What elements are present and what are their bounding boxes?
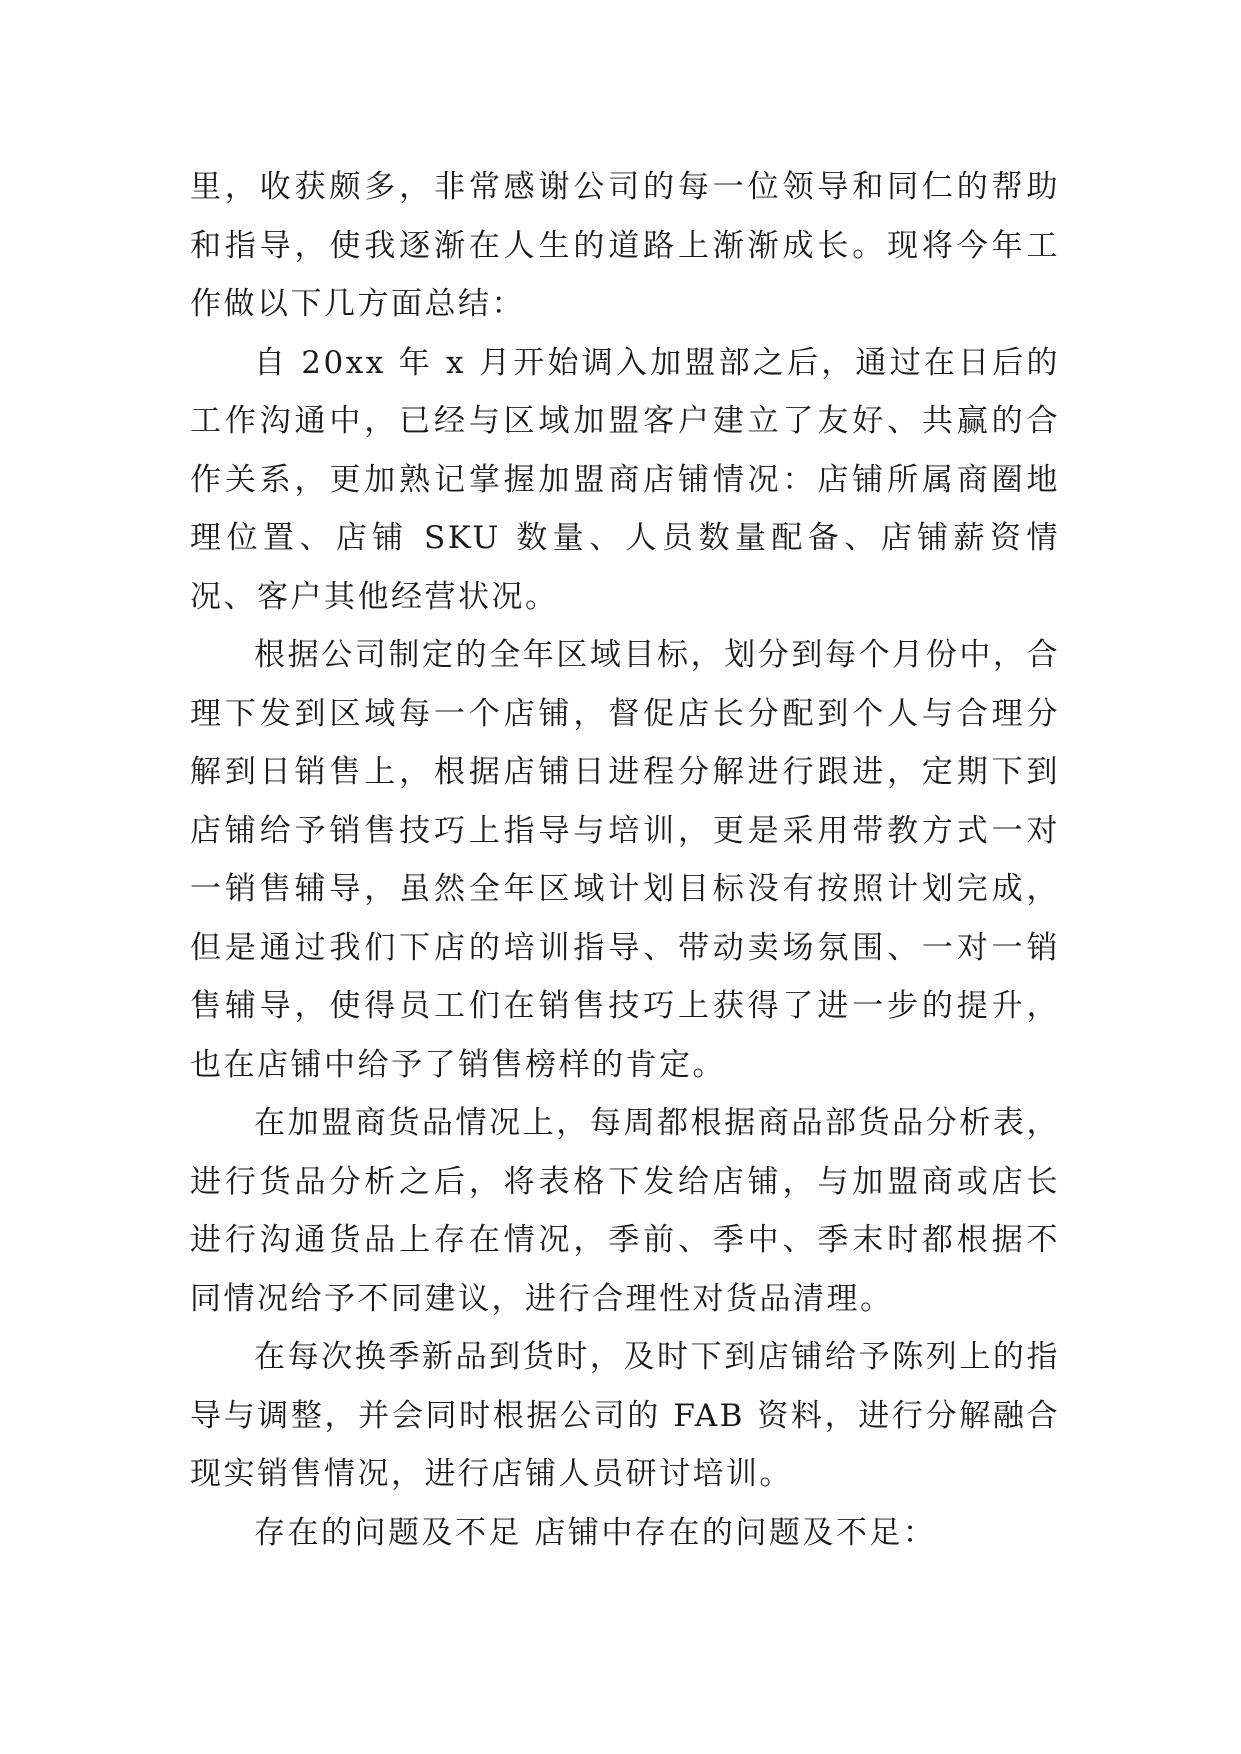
paragraph-4: 在加盟商货品情况上，每周都根据商品部货品分析表，进行货品分析之后，将表格下发给店铺，与加盟商或店长进行沟通货品上存在情况，季前、季中、季末时都根据不同情况给予不同建议，进行合理性对货品清理。 (190, 1105, 1060, 1317)
document-body (190, 158, 1060, 1562)
paragraph-1: 里，收获颇多，非常感谢公司的每一位领导和同仁的帮助和指导，使我逐渐在人生的道路上渐渐成长。现将今年工作做以下几方面总结： (190, 169, 1060, 322)
paragraph-3: 根据公司制定的全年区域目标，划分到每个月份中，合理下发到区域每一个店铺，督促店长分配到个人与合理分解到日销售上，根据店铺日进程分解进行跟进，定期下到店铺给予销售技巧上指导与培训，更是采用带教方式一对一销售辅导，虽然全年区域计划目标没有按照计划完成，但是通过我们下店的培训指导、带动卖场氛围、一对一销售辅导，使得员工们在销售技巧上获得了进一步的提升，也在店铺中给予了销售榜样的肯定。 (190, 637, 1060, 1083)
paragraph-6: 存在的问题及不足 店铺中存在的问题及不足： (254, 1514, 937, 1551)
paragraph-5: 在每次换季新品到货时，及时下到店铺给予陈列上的指导与调整，并会同时根据公司的 FAB 资料，进行分解融合现实销售情况，进行店铺人员研讨培训。 (190, 1339, 1060, 1492)
paragraph-2: 自 20xx 年 x 月开始调入加盟部之后，通过在日后的工作沟通中，已经与区域加盟客户建立了友好、共赢的合作关系，更加熟记掌握加盟商店铺情况：店铺所属商圈地理位置、店铺 SKU 数量、人员数量配备、店铺薪资情况、客户其他经营状况。 (190, 344, 1060, 615)
